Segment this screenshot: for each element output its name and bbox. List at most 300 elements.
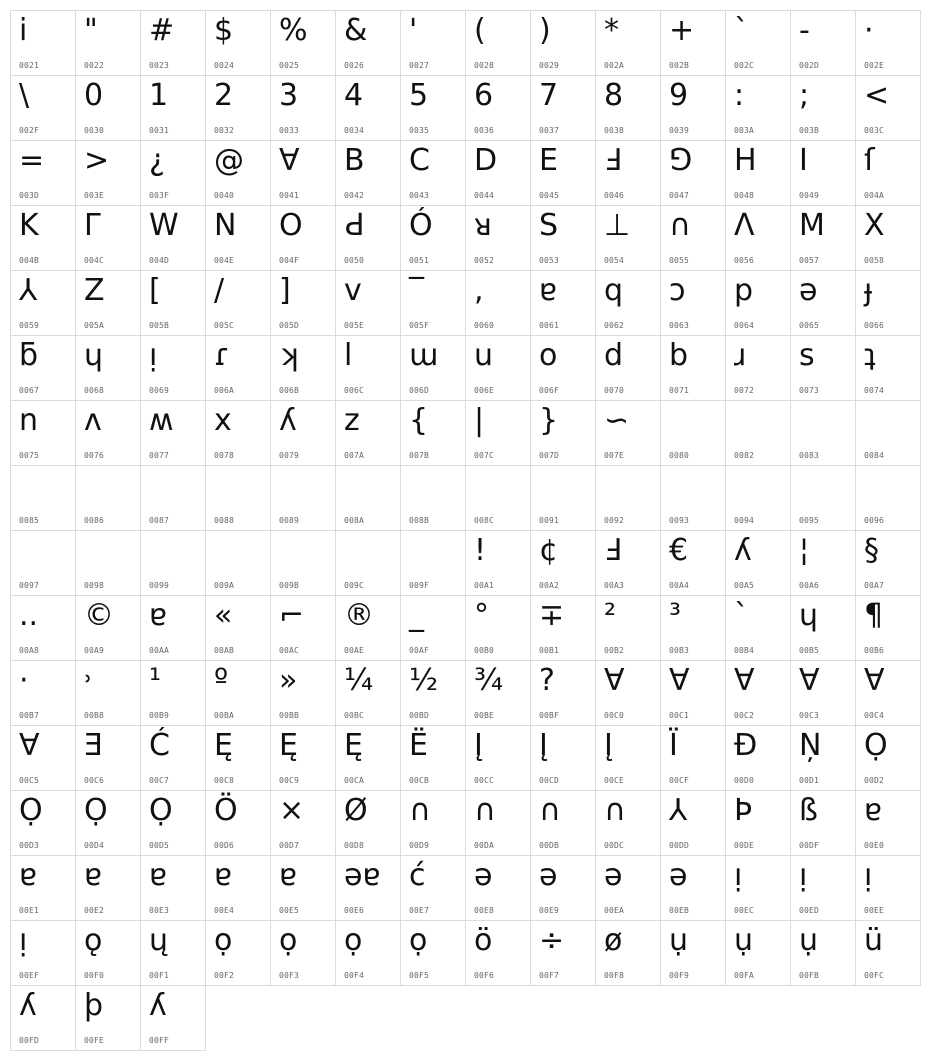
glyph-sample: ọ	[214, 923, 233, 958]
glyph-code: 00BC	[344, 711, 365, 720]
glyph-code: 00F9	[669, 971, 690, 980]
glyph-sample: ∽	[604, 403, 630, 438]
glyph-code: 00B9	[149, 711, 170, 720]
glyph-code: 00F1	[149, 971, 170, 980]
glyph-cell	[660, 270, 726, 336]
glyph-cell	[205, 400, 271, 466]
glyph-cell	[140, 400, 206, 466]
glyph-cell	[595, 725, 661, 791]
glyph-code: 00D7	[279, 841, 300, 850]
glyph-cell	[855, 205, 921, 271]
glyph-cell	[660, 725, 726, 791]
glyph-cell	[465, 75, 531, 141]
glyph-cell	[660, 530, 726, 596]
glyph-cell	[790, 75, 856, 141]
glyph-code: 00CE	[604, 776, 625, 785]
glyph-sample: -	[799, 13, 810, 48]
glyph-cell	[725, 270, 791, 336]
glyph-code: 002D	[799, 61, 820, 70]
glyph-code: 0044	[474, 191, 495, 200]
glyph-code: 005B	[149, 321, 170, 330]
glyph-cell	[140, 985, 206, 1051]
glyph-cell	[790, 335, 856, 401]
glyph-cell	[10, 660, 76, 726]
glyph-code: 006D	[409, 386, 430, 395]
glyph-cell	[660, 595, 726, 661]
glyph-cell	[75, 140, 141, 206]
glyph-cell	[335, 10, 401, 76]
glyph-code: 0051	[409, 256, 430, 265]
glyph-code: 0073	[799, 386, 820, 395]
glyph-code: 004A	[864, 191, 885, 200]
glyph-sample: ∩	[474, 793, 496, 828]
glyph-cell	[75, 270, 141, 336]
glyph-sample: §	[864, 533, 879, 568]
glyph-code: 00B7	[19, 711, 40, 720]
glyph-sample: Ⅎ	[604, 533, 622, 568]
glyph-cell	[855, 530, 921, 596]
glyph-code: 00B8	[84, 711, 105, 720]
glyph-code: 0098	[84, 581, 105, 590]
glyph-code: 004C	[84, 256, 105, 265]
glyph-sample: ɐ	[214, 858, 233, 893]
glyph-sample: Ԁ	[344, 208, 365, 243]
glyph-cell	[660, 205, 726, 271]
glyph-code: 0036	[474, 126, 495, 135]
glyph-cell	[205, 920, 271, 986]
glyph-cell	[205, 790, 271, 856]
glyph-sample: _	[409, 598, 424, 633]
glyph-code: 006F	[539, 386, 560, 395]
glyph-code: 00AB	[214, 646, 235, 655]
glyph-code: 00B4	[734, 646, 755, 655]
glyph-code: 00A7	[864, 581, 885, 590]
glyph-sample: ∀	[19, 728, 40, 763]
glyph-cell	[790, 140, 856, 206]
glyph-sample: ·	[864, 13, 874, 48]
glyph-code: 0074	[864, 386, 885, 395]
glyph-code: 006E	[474, 386, 495, 395]
glyph-cell	[855, 790, 921, 856]
glyph-code: 00FC	[864, 971, 885, 980]
glyph-sample: ⅁	[669, 143, 693, 178]
glyph-sample: ɐ	[84, 858, 103, 893]
glyph-code: 00AA	[149, 646, 170, 655]
glyph-sample: Ø	[344, 793, 368, 828]
glyph-cell	[335, 530, 401, 596]
glyph-code: 0082	[734, 451, 755, 460]
glyph-sample: ụ	[669, 923, 689, 958]
glyph-code: 004D	[149, 256, 170, 265]
glyph-cell	[660, 140, 726, 206]
glyph-cell	[790, 205, 856, 271]
glyph-cell	[855, 10, 921, 76]
glyph-cell	[465, 790, 531, 856]
glyph-cell	[595, 920, 661, 986]
glyph-code: 00F5	[409, 971, 430, 980]
glyph-cell	[10, 855, 76, 921]
glyph-sample: S	[539, 208, 559, 243]
glyph-cell	[725, 725, 791, 791]
glyph-cell	[595, 790, 661, 856]
glyph-code: 00B2	[604, 646, 625, 655]
glyph-sample: Ⅎ	[604, 143, 622, 178]
glyph-cell	[270, 660, 336, 726]
glyph-code: 0055	[669, 256, 690, 265]
glyph-cell	[855, 140, 921, 206]
glyph-code: 0030	[84, 126, 105, 135]
glyph-cell	[400, 855, 466, 921]
glyph-cell	[595, 75, 661, 141]
glyph-cell	[270, 465, 336, 531]
glyph-cell	[10, 465, 76, 531]
glyph-sample: \	[19, 78, 30, 113]
glyph-cell	[530, 400, 596, 466]
glyph-cell	[10, 400, 76, 466]
glyph-code: 003D	[19, 191, 40, 200]
glyph-cell	[270, 400, 336, 466]
glyph-code: 0099	[149, 581, 170, 590]
glyph-code: 0034	[344, 126, 365, 135]
glyph-sample: €	[669, 533, 689, 568]
glyph-sample: ᴉ	[149, 338, 158, 373]
glyph-code: 005C	[214, 321, 235, 330]
glyph-sample: ¿	[149, 143, 165, 178]
glyph-code: 0054	[604, 256, 625, 265]
glyph-cell	[400, 920, 466, 986]
glyph-sample: Ó	[409, 208, 433, 243]
glyph-code: 0072	[734, 386, 755, 395]
glyph-code: 0077	[149, 451, 170, 460]
glyph-cell	[75, 985, 141, 1051]
glyph-code: 00C1	[669, 711, 690, 720]
glyph-sample: Į	[474, 728, 483, 763]
glyph-code: 00F3	[279, 971, 300, 980]
glyph-code: 00C0	[604, 711, 625, 720]
glyph-code: 00BD	[409, 711, 430, 720]
glyph-sample: C	[409, 143, 430, 178]
glyph-cell	[530, 530, 596, 596]
glyph-sample: ɐ	[864, 793, 883, 828]
glyph-cell	[270, 140, 336, 206]
glyph-cell	[205, 140, 271, 206]
glyph-sample: u	[474, 338, 494, 373]
glyph-sample: *	[604, 13, 619, 48]
glyph-cell	[465, 335, 531, 401]
glyph-code: 00CD	[539, 776, 560, 785]
glyph-sample: ɥ	[84, 338, 104, 373]
glyph-sample: ſ	[864, 143, 875, 178]
glyph-sample: K	[19, 208, 39, 243]
glyph-cell	[335, 75, 401, 141]
glyph-code: 00D2	[864, 776, 885, 785]
glyph-sample: l	[344, 338, 353, 373]
glyph-cell	[10, 75, 76, 141]
glyph-sample: Ę	[344, 728, 363, 763]
glyph-cell	[465, 205, 531, 271]
glyph-code: 0069	[149, 386, 170, 395]
glyph-cell	[75, 75, 141, 141]
glyph-cell	[595, 595, 661, 661]
glyph-cell	[725, 660, 791, 726]
glyph-sample: Ọ	[19, 793, 43, 828]
glyph-code: 0087	[149, 516, 170, 525]
glyph-cell	[140, 920, 206, 986]
glyph-cell	[400, 660, 466, 726]
glyph-sample: :	[734, 78, 745, 113]
glyph-code: 00E9	[539, 906, 560, 915]
glyph-cell	[270, 725, 336, 791]
glyph-code: 00DE	[734, 841, 755, 850]
glyph-sample: ..	[19, 598, 39, 633]
glyph-code: 0065	[799, 321, 820, 330]
glyph-code: 00A9	[84, 646, 105, 655]
glyph-sample: Λ	[734, 208, 755, 243]
glyph-sample: p	[734, 273, 754, 308]
glyph-cell	[530, 205, 596, 271]
glyph-code: 0059	[19, 321, 40, 330]
glyph-code: 0029	[539, 61, 560, 70]
glyph-code: 0084	[864, 451, 885, 460]
glyph-cell	[465, 270, 531, 336]
glyph-cell	[10, 985, 76, 1051]
glyph-sample: °	[474, 598, 489, 633]
glyph-code: 009C	[344, 581, 365, 590]
glyph-cell	[140, 10, 206, 76]
glyph-sample: ᴉ	[734, 858, 743, 893]
glyph-cell	[75, 10, 141, 76]
glyph-code: 00E0	[864, 841, 885, 850]
glyph-code: 0062	[604, 321, 625, 330]
glyph-sample: ∩	[604, 793, 626, 828]
glyph-code: 00C5	[19, 776, 40, 785]
glyph-code: 0040	[214, 191, 235, 200]
glyph-code: 002B	[669, 61, 690, 70]
glyph-sample: z	[344, 403, 360, 438]
glyph-sample: ụ	[799, 923, 819, 958]
glyph-code: 0085	[19, 516, 40, 525]
glyph-code: 0094	[734, 516, 755, 525]
glyph-sample: Γ	[84, 208, 101, 243]
glyph-code: 0089	[279, 516, 300, 525]
glyph-sample: o	[539, 338, 558, 373]
glyph-code: 004E	[214, 256, 235, 265]
glyph-code: 00E8	[474, 906, 495, 915]
glyph-cell	[530, 660, 596, 726]
glyph-code: 00E3	[149, 906, 170, 915]
glyph-code: 00C7	[149, 776, 170, 785]
glyph-code: 0066	[864, 321, 885, 330]
glyph-code: 002F	[19, 126, 40, 135]
glyph-code: 00A1	[474, 581, 495, 590]
glyph-code: 0028	[474, 61, 495, 70]
glyph-cell	[335, 270, 401, 336]
glyph-code: 00BB	[279, 711, 300, 720]
glyph-sample: [	[149, 273, 161, 308]
glyph-cell	[335, 595, 401, 661]
glyph-sample: Ọ	[864, 728, 888, 763]
glyph-code: 0095	[799, 516, 820, 525]
glyph-sample: ∀	[669, 663, 690, 698]
glyph-code: 0026	[344, 61, 365, 70]
glyph-sample: 7	[539, 78, 559, 113]
glyph-sample: Đ	[734, 728, 758, 763]
glyph-code: 004B	[19, 256, 40, 265]
glyph-cell	[855, 595, 921, 661]
glyph-code: 003A	[734, 126, 755, 135]
glyph-sample: ǫ	[84, 923, 103, 958]
glyph-sample: ƃ	[19, 338, 39, 373]
glyph-cell	[335, 335, 401, 401]
glyph-sample: ;	[799, 78, 810, 113]
glyph-sample: Ć	[149, 728, 170, 763]
glyph-sample: ®	[344, 598, 374, 633]
glyph-sample: ⌐	[279, 598, 305, 633]
glyph-cell	[75, 595, 141, 661]
glyph-code: 00CB	[409, 776, 430, 785]
glyph-code: 00F6	[474, 971, 495, 980]
glyph-code: 0060	[474, 321, 495, 330]
glyph-cell	[855, 725, 921, 791]
glyph-cell	[725, 465, 791, 531]
glyph-cell	[465, 595, 531, 661]
glyph-code: 0068	[84, 386, 105, 395]
glyph-sample: ɔ	[669, 273, 686, 308]
glyph-code: 00DD	[669, 841, 690, 850]
glyph-cell	[10, 140, 76, 206]
glyph-sample: }	[539, 403, 559, 438]
glyph-code: 00BF	[539, 711, 560, 720]
glyph-sample: ǝ	[604, 858, 623, 893]
glyph-cell	[790, 400, 856, 466]
glyph-cell	[790, 270, 856, 336]
glyph-code: 00A4	[669, 581, 690, 590]
glyph-cell	[140, 855, 206, 921]
glyph-sample: Ë	[409, 728, 428, 763]
glyph-sample: 1	[149, 78, 169, 113]
glyph-code: 0025	[279, 61, 300, 70]
glyph-cell	[270, 530, 336, 596]
glyph-sample: Þ	[734, 793, 753, 828]
glyph-sample: O	[279, 208, 303, 243]
glyph-sample: ½	[409, 663, 439, 698]
glyph-code: 00FF	[149, 1036, 170, 1045]
glyph-cell	[270, 790, 336, 856]
glyph-cell	[75, 335, 141, 401]
glyph-code: 00FD	[19, 1036, 40, 1045]
glyph-sample: ɥ	[799, 598, 819, 633]
glyph-cell	[75, 725, 141, 791]
glyph-sample: '	[409, 13, 418, 48]
glyph-code: 0037	[539, 126, 560, 135]
glyph-sample: X	[864, 208, 885, 243]
glyph-code: 0079	[279, 451, 300, 460]
glyph-code: 0058	[864, 256, 885, 265]
glyph-code: 00DC	[604, 841, 625, 850]
glyph-cell	[465, 855, 531, 921]
glyph-code: 00FE	[84, 1036, 105, 1045]
glyph-sample: ʎ	[149, 988, 167, 1023]
glyph-code: 007D	[539, 451, 560, 460]
glyph-cell	[725, 530, 791, 596]
glyph-cell	[140, 595, 206, 661]
glyph-cell	[205, 660, 271, 726]
glyph-cell	[595, 10, 661, 76]
glyph-code: 006B	[279, 386, 300, 395]
glyph-cell	[725, 595, 791, 661]
glyph-cell	[725, 140, 791, 206]
glyph-sample: ɐ	[149, 598, 168, 633]
glyph-code: 005F	[409, 321, 430, 330]
glyph-code: 006C	[344, 386, 365, 395]
glyph-code: 0080	[669, 451, 690, 460]
glyph-sample: B	[344, 143, 365, 178]
glyph-cell	[660, 335, 726, 401]
glyph-code: 00F8	[604, 971, 625, 980]
glyph-cell	[725, 920, 791, 986]
glyph-code: 0092	[604, 516, 625, 525]
glyph-cell	[595, 465, 661, 531]
glyph-cell	[400, 10, 466, 76]
glyph-cell	[140, 530, 206, 596]
glyph-sample: d	[604, 338, 624, 373]
glyph-code: 00C3	[799, 711, 820, 720]
glyph-sample: ×	[279, 793, 305, 828]
glyph-code: 00F4	[344, 971, 365, 980]
glyph-cell	[270, 205, 336, 271]
glyph-sample: º	[214, 663, 229, 698]
glyph-code: 0048	[734, 191, 755, 200]
glyph-cell	[205, 725, 271, 791]
glyph-cell	[400, 595, 466, 661]
glyph-sample: )	[539, 13, 551, 48]
glyph-cell	[335, 140, 401, 206]
glyph-sample: /	[214, 273, 225, 308]
glyph-cell	[75, 465, 141, 531]
glyph-sample: s	[799, 338, 815, 373]
glyph-sample: 9	[669, 78, 689, 113]
glyph-sample: ʎ	[734, 533, 752, 568]
glyph-code: 007B	[409, 451, 430, 460]
glyph-cell	[140, 140, 206, 206]
glyph-sample: ∩	[669, 208, 691, 243]
glyph-code: 0076	[84, 451, 105, 460]
glyph-cell	[465, 465, 531, 531]
glyph-cell	[790, 660, 856, 726]
glyph-sample: N	[214, 208, 237, 243]
glyph-cell	[530, 595, 596, 661]
glyph-sample: ∓	[539, 598, 565, 633]
glyph-sample: ,	[474, 273, 484, 308]
glyph-cell	[270, 75, 336, 141]
glyph-cell	[725, 75, 791, 141]
glyph-code: 00BA	[214, 711, 235, 720]
glyph-cell	[595, 530, 661, 596]
glyph-code: 00CF	[669, 776, 690, 785]
glyph-cell	[465, 10, 531, 76]
glyph-code: 00D6	[214, 841, 235, 850]
glyph-code: 00CA	[344, 776, 365, 785]
glyph-sample: v	[344, 273, 362, 308]
glyph-sample: ǝ	[799, 273, 818, 308]
glyph-sample: ‾	[409, 273, 424, 308]
glyph-code: 0022	[84, 61, 105, 70]
glyph-code: 00D1	[799, 776, 820, 785]
glyph-cell	[205, 205, 271, 271]
glyph-sample: ⅄	[19, 273, 38, 308]
glyph-cell	[400, 790, 466, 856]
glyph-code: 004F	[279, 256, 300, 265]
